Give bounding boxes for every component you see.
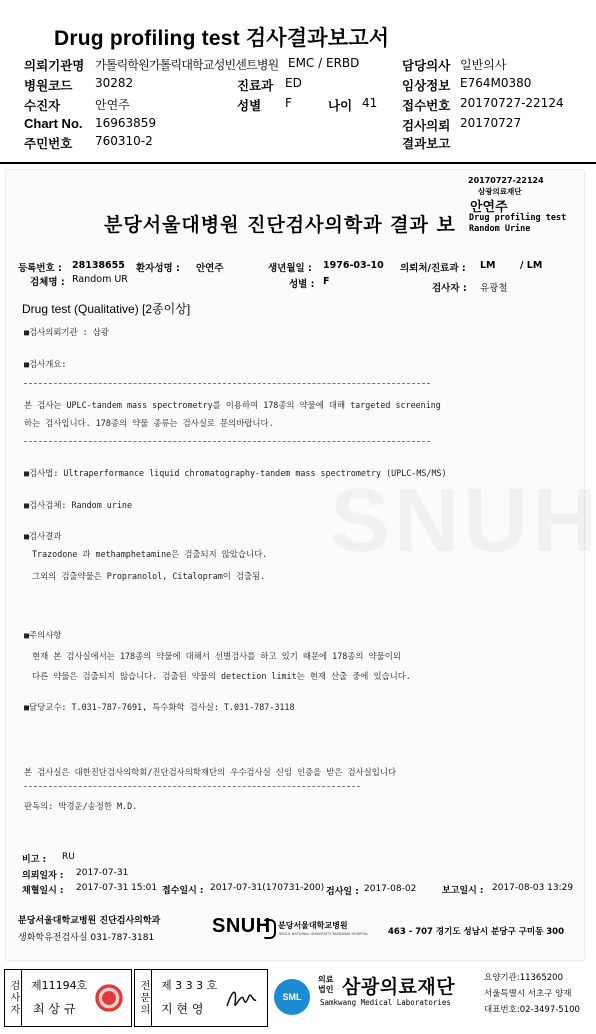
- line-method: ■검사법: Ultraperformance liquid chromatography-tandem mass spectrometry (UPLC-MS/MS): [24, 468, 447, 478]
- receipt-value: 20170727-22124: [460, 96, 564, 110]
- examiner-name: 최 상 규: [33, 1002, 76, 1016]
- specimen-value: Random UR: [72, 274, 128, 285]
- lab-org-phone: 생화학유전검사실 031-787-3181: [18, 933, 155, 943]
- ward-value: EMC / ERBD: [288, 56, 360, 70]
- examiner-label: 검사자 :: [432, 283, 467, 294]
- scan-patient-value: 안연주: [196, 263, 224, 274]
- reg-value: 28138655: [72, 260, 125, 271]
- hospital-code-value: 30282: [95, 76, 134, 90]
- patient-value: 안연주: [95, 98, 130, 112]
- org-name: 삼광의료재단: [342, 976, 456, 998]
- snuh-logo-icon: [264, 919, 276, 939]
- clinical-label: 임상정보: [402, 78, 451, 93]
- scan-org: 삼광의료재단: [478, 187, 522, 196]
- institution-label: 의뢰기관명: [24, 58, 85, 73]
- collect-value: 2017-07-31 15:01: [76, 883, 158, 893]
- dob-value: 1976-03-10: [323, 260, 384, 271]
- specimen-label: 검체명 :: [30, 277, 65, 288]
- scan-heading: 분당서울대병원 진단검사의학과 결과 보: [104, 214, 456, 236]
- line-inst: ■검사의뢰기관 : 삼광: [24, 327, 109, 337]
- dept-value: ED: [285, 76, 302, 90]
- sex-value: F: [285, 96, 292, 110]
- line-reader: 판독의: 박경운/송정한 M.D.: [24, 801, 138, 811]
- sex-label: 성별: [237, 98, 262, 113]
- specialist-box: [134, 969, 268, 1027]
- req-date-label: 의뢰일자 :: [22, 871, 64, 881]
- request-value: 20170727: [460, 116, 522, 130]
- footer: [0, 966, 596, 1034]
- specialist-name: 지 현 영: [161, 1002, 204, 1016]
- snuh-logo-sub: 분당서울대학교병원: [278, 921, 348, 930]
- snuh-logo-en: SEOUL NATIONAL UNIVERSITY BUNDANG HOSPITAL: [279, 932, 369, 936]
- dept-label: 진료과: [237, 78, 274, 93]
- dob-label: 생년월일 :: [268, 263, 312, 274]
- receipt-time-label: 접수일시 :: [162, 886, 204, 896]
- scan-dept-value: LM: [480, 260, 496, 271]
- lab-address: 463 - 707 경기도 성남시 분당구 구미동 300: [388, 927, 565, 937]
- line-r2: 그외의 검출약물은 Propranolol, Citalopram이 검출됨.: [32, 571, 266, 581]
- age-value: 41: [362, 96, 378, 110]
- examiner-license: 제11194호: [31, 979, 88, 992]
- snuh-logo: SNUH: [212, 915, 271, 937]
- institution-value: 가톨릭학원가톨릭대학교성빈센트병원: [95, 58, 279, 72]
- specialist-side-label: 전문의: [135, 970, 152, 1026]
- lab-org-name: 분당서울대학교병원 진단검사의학과: [18, 916, 161, 926]
- scan-patient-label: 환자성명 :: [136, 263, 180, 274]
- report-label: 결과보고: [402, 136, 451, 151]
- sml-logo-icon: SML: [274, 979, 310, 1015]
- test-date-value: 2017-08-02: [364, 884, 417, 894]
- line-caution: ■주의사항: [24, 630, 62, 640]
- receipt-time-value: 2017-07-31(170731-200): [210, 883, 325, 893]
- age-label: 나이: [328, 98, 353, 113]
- report-time-value: 2017-08-03 13:29: [492, 883, 574, 893]
- divider: [24, 383, 430, 384]
- line-ov2: 하는 검사입니다. 178종의 약물 종류는 검사실로 문의바랍니다.: [24, 418, 274, 428]
- org-phone: 대표번호:02-3497-5100: [484, 1005, 580, 1015]
- examiner-side-label: 검사자: [5, 970, 22, 1026]
- chart-label: Chart No.: [24, 116, 83, 131]
- receipt-label: 접수번호: [402, 98, 451, 113]
- chart-value: 16963859: [95, 116, 157, 130]
- line-overview: ■검사개요:: [24, 359, 67, 369]
- request-label: 검사의뢰: [402, 118, 451, 133]
- divider: [24, 441, 430, 442]
- hospital-code-label: 병원코드: [24, 78, 73, 93]
- scan-sex-label: 성별 :: [289, 279, 315, 290]
- official-seal-icon: [93, 982, 125, 1014]
- signature-icon: [223, 984, 259, 1014]
- physician-label: 담당의사: [402, 58, 451, 73]
- line-c2: 다른 약물은 검출되지 않습니다. 검출된 약물의 detection limit는 현재 산출 중에 있습니다.: [32, 671, 411, 681]
- report-time-label: 보고일시 :: [442, 886, 484, 896]
- reg-label: 등록번호 :: [18, 263, 62, 274]
- ssn-value: 760310-2: [95, 134, 153, 148]
- test-date-label: 검사일 :: [326, 887, 359, 897]
- line-r1: Trazodone 과 methamphetamine은 검출되지 않았습니다.: [32, 549, 268, 559]
- line-specimen: ■검사검체: Random urine: [24, 500, 132, 510]
- examiner-value: 유광철: [480, 283, 508, 294]
- divider: [24, 786, 360, 787]
- report-title: Drug profiling test 검사결과보고서: [54, 27, 390, 50]
- note-label: 비고 :: [22, 855, 47, 865]
- note-value: RU: [62, 852, 75, 862]
- snuh-watermark: [330, 470, 596, 573]
- org-address: 서울특별시 서초구 양재: [484, 989, 572, 999]
- ssn-label: 주민번호: [24, 136, 73, 151]
- physician-value: 일반의사: [460, 58, 507, 72]
- scan-patient-name: 안연주: [470, 200, 508, 215]
- line-contact: ■담당교수: T.031-787-7691, 특수화학 검사실: T.031-787-3118: [24, 702, 295, 712]
- clinical-value: E764M0380: [460, 76, 532, 90]
- scan-receipt-number: 20170727-22124: [468, 176, 544, 185]
- org-name-en: Samkwang Medical Laboratories: [320, 998, 451, 1007]
- specialist-license: 제 3 3 3 호: [161, 979, 218, 992]
- scan-dept-label: 의뢰처/진료과 :: [400, 263, 466, 274]
- org-code: 요양기관:11365200: [484, 973, 563, 983]
- test-title: Drug test (Qualitative) [2종이상]: [22, 302, 191, 316]
- org-prefix: 의료 법인: [318, 975, 334, 994]
- line-cert: 본 검사실은 대한진단검사의학회/진단검사의학재단의 우수검사실 신임 인증을 받은 검사실입니다: [24, 767, 397, 777]
- patient-label: 수진자: [24, 98, 61, 113]
- scan-specimen-name: Random Urine: [469, 224, 531, 234]
- examiner-box: [4, 969, 132, 1027]
- header-divider: [0, 162, 596, 164]
- line-result: ■검사결과: [24, 531, 62, 541]
- scan-test-name: Drug profiling test: [469, 213, 567, 223]
- line-c1: 현재 본 검사실에서는 178종의 약물에 대해서 선별검사를 하고 있기 때문에 178종의 약물이외: [32, 651, 401, 661]
- line-ov1: 본 검사는 UPLC-tandem mass spectrometry를 이용하여 178종의 약물에 대해 targeted screening: [24, 400, 441, 410]
- req-date-value: 2017-07-31: [76, 868, 129, 878]
- scan-sex-value: F: [323, 276, 330, 287]
- scan-dept-value-2: / LM: [520, 260, 543, 271]
- collect-label: 채혈일시 :: [22, 886, 64, 896]
